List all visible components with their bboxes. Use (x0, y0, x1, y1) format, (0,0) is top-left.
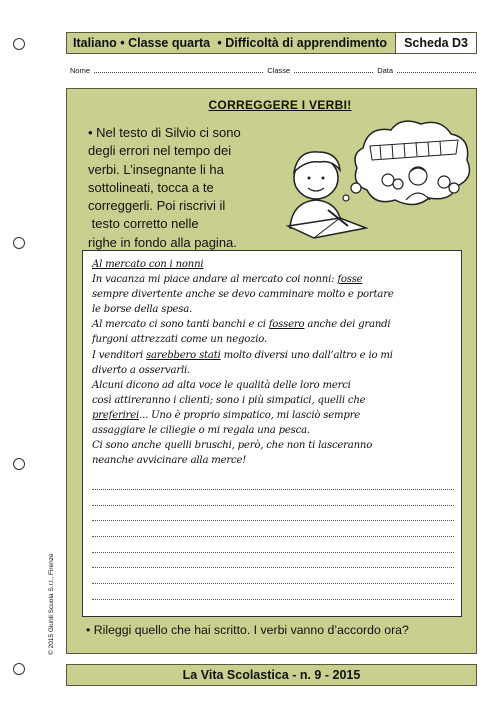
text-line: le borse della spesa. (92, 304, 193, 316)
writing-line[interactable] (92, 521, 454, 537)
instruction-line: sottolineati, tocca a te (88, 179, 214, 195)
text-line: diverto a osservarli. (92, 364, 191, 376)
boy-dreaming-illustration (268, 118, 480, 242)
subject-label: Italiano • Classe quarta (73, 36, 211, 50)
writing-line[interactable] (92, 568, 454, 584)
text-title: Al mercato con i nonni (92, 259, 204, 270)
instruction-line: correggerli. Poi riscrivi il (88, 198, 226, 214)
student-text-box (82, 250, 462, 617)
copyright-note: © 2015 Giunti Scuola S.r.l., Firenze (48, 553, 55, 655)
name-field[interactable] (94, 66, 263, 73)
sheet-label: Scheda D3 (395, 33, 476, 53)
instructions (88, 124, 278, 252)
writing-line[interactable] (92, 474, 454, 490)
instruction-line: degli errori nel tempo dei (88, 143, 232, 159)
header-bar (66, 32, 477, 54)
final-instruction: • Rileggi quello che hai scritto. I verbi vanno d’accordo ora? (86, 623, 409, 637)
writing-lines (92, 474, 454, 600)
binder-hole (13, 237, 25, 249)
date-field[interactable] (397, 66, 476, 73)
instruction-line: testo corretto nelle (88, 216, 199, 232)
class-field[interactable] (294, 66, 373, 73)
text-line: Ci sono anche quelli bruschi, però, che non ti lasceranno (92, 440, 373, 452)
text-line: neanche avvicinare alla merce! (92, 455, 247, 467)
writing-line[interactable] (92, 553, 454, 569)
instruction-line: righe in fondo alla pagina. (88, 234, 237, 250)
writing-line[interactable] (92, 537, 454, 553)
text-line: assaggiare le ciliegie o mi regala una pesca. (92, 425, 310, 437)
error-verb: sarebbero stati (146, 349, 221, 361)
footer-bar (66, 664, 477, 686)
text-line: Al mercato ci sono tanti banchi e ci fossero anche dei grandi (92, 319, 391, 331)
footer-label: La Vita Scolastica - n. 9 - 2015 (182, 668, 361, 682)
worksheet-title: CORREGGERE I VERBI! (208, 98, 352, 112)
error-verb: preferirei (92, 409, 140, 421)
text-line: I venditori sarebbero stati molto diversi uno dall’altro e io mi (92, 349, 393, 361)
error-verb: fossero (268, 319, 305, 331)
error-verb: fosse (337, 274, 363, 286)
binder-hole (13, 663, 25, 675)
writing-line[interactable] (92, 584, 454, 600)
binder-hole (13, 38, 25, 50)
text-line: preferirei... Uno è proprio simpatico, mi lasciò sempre (92, 409, 361, 421)
text-line: sempre divertente anche se devo camminare molto e portare (92, 289, 394, 301)
instruction-line: • Nel testo di Silvio ci sono (88, 125, 241, 140)
student-info-line (70, 66, 476, 75)
student-text (92, 257, 454, 468)
text-line: così attireranno i clienti; sono i più simpatici, quelli che (92, 394, 366, 406)
text-line: In vacanza mi piace andare al mercato coi nonni: fosse (92, 274, 363, 286)
instruction-line: verbi. L’insegnante li ha (88, 161, 224, 177)
topic-label: • Difficoltà di apprendimento (217, 36, 388, 50)
binder-hole (13, 458, 25, 470)
date-label: Data (377, 66, 394, 75)
name-label: Nome (70, 66, 91, 75)
text-line: furgoni attrezzati come un negozio. (92, 334, 267, 346)
writing-line[interactable] (92, 490, 454, 506)
class-label: Classe (267, 66, 291, 75)
text-line: Alcuni dicono ad alta voce le qualità delle loro merci (92, 379, 351, 391)
writing-line[interactable] (92, 506, 454, 522)
